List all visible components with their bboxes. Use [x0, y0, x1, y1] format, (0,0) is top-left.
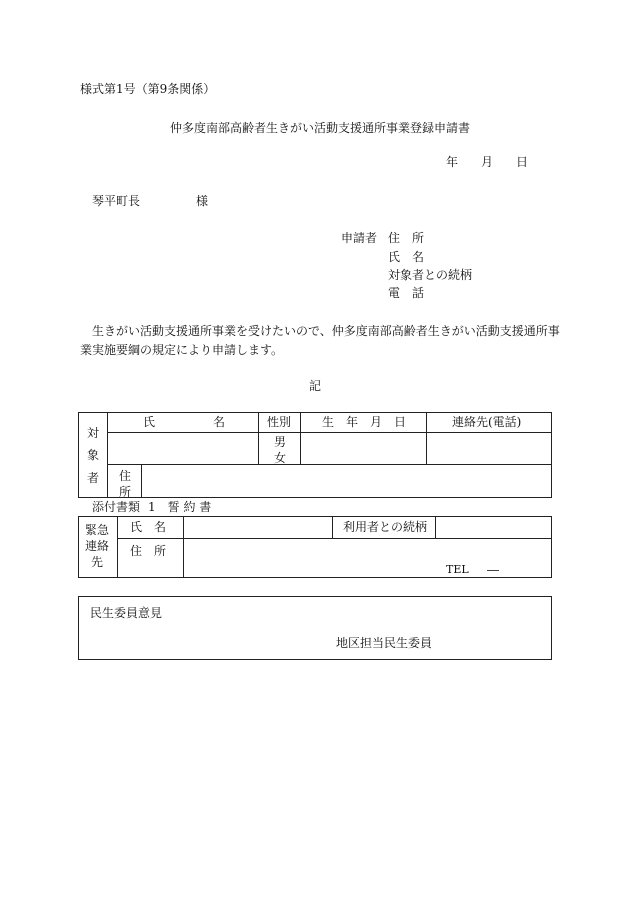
applicant-relationship-label: 対象者との続柄 — [388, 268, 473, 282]
subject-side-label-3: 者 — [87, 471, 100, 485]
subject-side-label-1: 対 — [87, 426, 100, 440]
subject-name-header-left: 氏 — [143, 415, 156, 429]
attachments-item: 1 誓 約 書 — [148, 500, 212, 514]
applicant-name-label: 氏 名 — [388, 250, 425, 264]
subject-name-header-right: 名 — [213, 415, 226, 429]
addressee-name: 琴平町長 — [92, 194, 141, 208]
emergency-tel-dash: ― — [487, 563, 499, 577]
gender-options[interactable] — [270, 434, 290, 466]
ki-heading: 記 — [309, 379, 322, 393]
date-year: 年 — [446, 155, 459, 169]
subject-contact-header: 連絡先(電話) — [452, 415, 522, 429]
emergency-address-label: 住 所 — [130, 544, 167, 558]
applicant-label: 申請者 — [341, 231, 378, 245]
gender-male[interactable]: 男 — [273, 435, 286, 449]
date-month: 月 — [481, 155, 494, 169]
emergency-name-label: 氏 名 — [130, 520, 167, 534]
subject-dob-header: 生 年 月 日 — [322, 415, 407, 429]
emergency-side-label: 緊急 連絡 先 — [84, 523, 109, 570]
emergency-tel-label: TEL — [446, 563, 469, 576]
page-title: 仲多度南部高齢者生きがい活動支援通所事業登録申請書 — [170, 121, 471, 135]
form-number: 様式第1号（第9条関係） — [80, 82, 216, 96]
body-line-1: 生きがい活動支援通所事業を受けたいので、仲多度南部高齢者生きがい活動支援通所事 — [92, 324, 560, 338]
date-day: 日 — [516, 155, 529, 169]
welfare-signature-label: 地区担当民生委員 — [336, 636, 433, 650]
subject-gender-header: 性別 — [267, 415, 292, 429]
applicant-phone-label: 電 話 — [388, 286, 425, 300]
gender-female[interactable]: 女 — [273, 451, 286, 466]
welfare-opinion-label: 民生委員意見 — [90, 606, 163, 620]
subject-side-label-2: 象 — [87, 448, 100, 462]
emergency-relationship-label: 利用者との続柄 — [343, 520, 428, 534]
applicant-address-label: 住 所 — [388, 231, 425, 245]
body-line-2: 業実施要綱の規定により申請します。 — [80, 343, 284, 357]
subject-address-label: 住 所 — [118, 469, 131, 500]
addressee-honorific: 様 — [196, 194, 209, 208]
attachments-label: 添付書類 — [92, 500, 141, 514]
